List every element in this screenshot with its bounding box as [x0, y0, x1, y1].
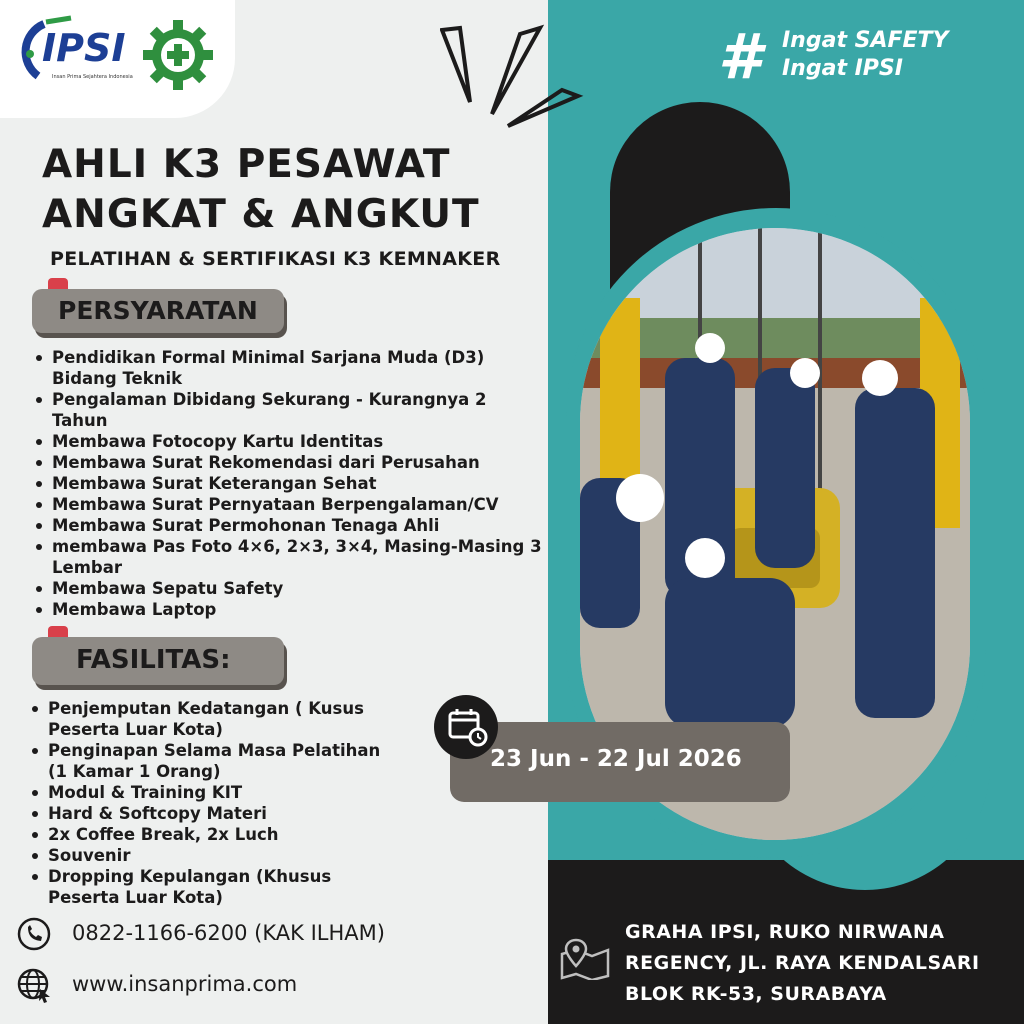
logo-card — [0, 0, 235, 118]
list-item: membawa Pas Foto 4×6, 2×3, 3×4, Masing-Masing 3 Lembar — [34, 536, 546, 578]
globe-icon — [16, 967, 52, 1003]
list-item: Membawa Surat Rekomendasi dari Perusahan — [34, 452, 546, 473]
list-item: Hard & Softcopy Materi — [30, 803, 390, 824]
decor-strokes — [440, 24, 590, 134]
hashtag-icon: # — [718, 20, 762, 93]
hashtag-line1: Ingat SAFETY — [782, 28, 949, 53]
phone-number[interactable]: 0822-1166-6200 (KAK ILHAM) — [72, 921, 385, 945]
hashtag-block — [718, 20, 988, 93]
facilities-list — [30, 698, 390, 908]
date-badge — [450, 722, 790, 802]
requirements-heading-text: PERSYARATAN — [58, 296, 258, 325]
list-item: Souvenir — [30, 845, 390, 866]
map-pin-icon — [560, 938, 610, 980]
requirements-list — [34, 347, 546, 620]
list-item: Membawa Surat Permohonan Tenaga Ahli — [34, 515, 546, 536]
address-line1: GRAHA IPSI, RUKO NIRWANA — [625, 921, 945, 943]
phone-icon — [16, 916, 52, 952]
list-item: Penjemputan Kedatangan ( Kusus Peserta Luar Kota) — [30, 698, 390, 740]
k3-gear-icon — [143, 20, 213, 90]
list-item: Membawa Surat Pernyataan Berpengalaman/CV — [34, 494, 546, 515]
list-item: 2x Coffee Break, 2x Luch — [30, 824, 390, 845]
list-item: Dropping Kepulangan (Khusus Peserta Luar Kota) — [30, 866, 390, 908]
facilities-heading — [32, 637, 284, 685]
calendar-clock-icon — [434, 695, 498, 759]
list-item: Pengalaman Dibidang Sekurang - Kurangnya 2 Tahun — [34, 389, 546, 431]
headline-subtitle: PELATIHAN & SERTIFIKASI K3 KEMNAKER — [50, 248, 501, 270]
date-text: 23 Jun - 22 Jul 2026 — [490, 746, 742, 772]
logo-text: IPSI — [42, 26, 126, 70]
address-line3: BLOK RK-53, SURABAYA — [625, 983, 887, 1005]
list-item: Membawa Sepatu Safety — [34, 578, 546, 599]
hashtag-line2: Ingat IPSI — [782, 56, 903, 81]
list-item: Modul & Training KIT — [30, 782, 390, 803]
list-item: Membawa Laptop — [34, 599, 546, 620]
website-link[interactable]: www.insanprima.com — [72, 972, 298, 996]
headline-line1: AHLI K3 PESAWAT — [42, 142, 451, 187]
list-item: Penginapan Selama Masa Pelatihan (1 Kamar 1 Orang) — [30, 740, 390, 782]
address-line2: REGENCY, JL. RAYA KENDALSARI — [625, 952, 980, 974]
facilities-heading-text: FASILITAS: — [76, 645, 231, 675]
list-item: Pendidikan Formal Minimal Sarjana Muda (D3) Bidang Teknik — [34, 347, 546, 389]
headline-line2: ANGKAT & ANGKUT — [42, 192, 480, 237]
logo-tagline: Insan Prima Sejahtera Indonesia — [52, 74, 133, 80]
ipsi-logo — [16, 14, 131, 90]
list-item: Membawa Surat Keterangan Sehat — [34, 473, 546, 494]
requirements-heading — [32, 289, 284, 333]
list-item: Membawa Fotocopy Kartu Identitas — [34, 431, 546, 452]
